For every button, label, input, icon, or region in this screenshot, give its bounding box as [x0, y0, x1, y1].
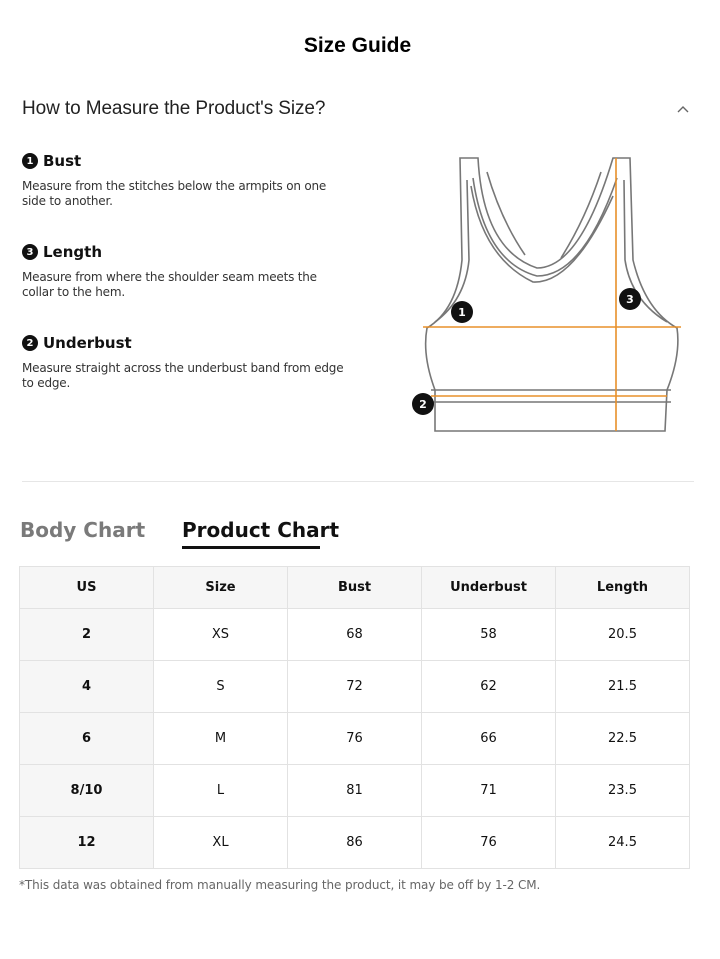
cell-bust: 72	[288, 661, 422, 713]
header-size: Size	[154, 567, 288, 609]
cell-bust: 68	[288, 609, 422, 661]
tab-product-chart[interactable]: Product Chart	[182, 518, 340, 542]
size-table	[19, 566, 690, 869]
cell-size: XS	[154, 609, 288, 661]
measure-title: Underbust	[43, 334, 132, 352]
measure-title: Length	[43, 243, 102, 261]
table-row	[20, 765, 690, 817]
measure-description: Measure from the stitches below the armpits on one side to another.	[22, 179, 327, 208]
table-row	[20, 713, 690, 765]
cell-us: 12	[20, 817, 154, 869]
measure-item-underbust	[22, 333, 362, 391]
measure-description: Measure from where the shoulder seam meets the collar to the hem.	[22, 270, 317, 299]
marker-label: 1	[458, 306, 466, 319]
measure-title: Bust	[43, 152, 82, 170]
cell-underbust: 66	[422, 713, 556, 765]
marker-3	[619, 288, 641, 310]
page-title: Size Guide	[303, 34, 412, 57]
chevron-up-icon[interactable]	[676, 102, 690, 116]
table-row	[20, 609, 690, 661]
marker-label: 3	[626, 293, 634, 306]
marker-2	[412, 393, 434, 415]
cell-bust: 76	[288, 713, 422, 765]
cell-us: 6	[20, 713, 154, 765]
cell-length: 23.5	[556, 765, 690, 817]
cell-bust: 86	[288, 817, 422, 869]
measure-item-length	[22, 242, 362, 300]
measurement-footnote: *This data was obtained from manually measuring the product, it may be off by 1-2 CM.	[19, 878, 541, 892]
cell-length: 24.5	[556, 817, 690, 869]
section-divider	[22, 481, 694, 482]
tab-body-chart[interactable]: Body Chart	[20, 518, 146, 542]
marker-label: 2	[419, 398, 427, 411]
active-tab-underline	[182, 546, 320, 549]
sports-bra-illustration	[405, 150, 690, 440]
measure-description: Measure straight across the underbust band from edge to edge.	[22, 361, 344, 390]
header-underbust: Underbust	[422, 567, 556, 609]
header-us: US	[20, 567, 154, 609]
cell-bust: 81	[288, 765, 422, 817]
header-bust: Bust	[288, 567, 422, 609]
marker-1	[451, 301, 473, 323]
cell-size: L	[154, 765, 288, 817]
cell-us: 4	[20, 661, 154, 713]
cell-size: M	[154, 713, 288, 765]
cell-underbust: 76	[422, 817, 556, 869]
cell-us: 2	[20, 609, 154, 661]
cell-size: XL	[154, 817, 288, 869]
cell-underbust: 71	[422, 765, 556, 817]
section-title: How to Measure the Product's Size?	[22, 98, 326, 119]
number-badge: 1	[22, 153, 38, 169]
table-row	[20, 661, 690, 713]
cell-size: S	[154, 661, 288, 713]
table-row	[20, 817, 690, 869]
number-badge: 3	[22, 244, 38, 260]
cell-length: 20.5	[556, 609, 690, 661]
measure-section-header[interactable]	[22, 98, 696, 124]
cell-length: 22.5	[556, 713, 690, 765]
cell-underbust: 62	[422, 661, 556, 713]
cell-underbust: 58	[422, 609, 556, 661]
number-badge: 2	[22, 335, 38, 351]
table-header-row	[20, 567, 690, 609]
cell-us: 8/10	[20, 765, 154, 817]
garment-outline	[426, 158, 678, 431]
measure-item-bust	[22, 151, 362, 209]
cell-length: 21.5	[556, 661, 690, 713]
header-length: Length	[556, 567, 690, 609]
